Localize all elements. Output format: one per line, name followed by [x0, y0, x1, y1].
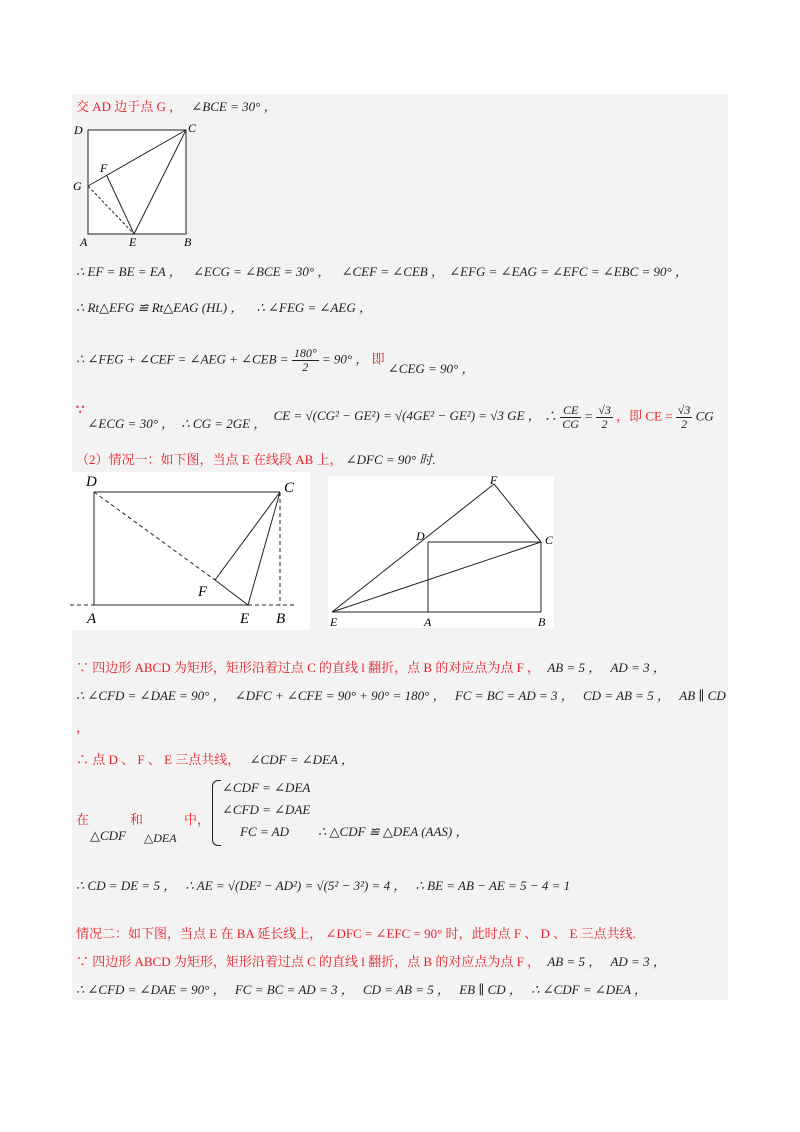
- line-15: [76, 982, 647, 998]
- fraction-numerator: √3: [598, 403, 611, 417]
- line-12: [76, 878, 570, 894]
- line-7: [76, 660, 666, 676]
- fraction-denominator: 2: [681, 417, 688, 431]
- line-12-a: ∴ CD = DE = 5 ，: [76, 878, 177, 893]
- line-15-d: EB ∥ CD ，: [459, 982, 522, 997]
- line-2-b: ∠ECG = ∠BCE = 30° ，: [192, 264, 331, 279]
- because-symbol: ∵: [76, 402, 85, 418]
- fraction-180-over-2: [292, 347, 319, 374]
- label-f: F: [100, 161, 108, 175]
- line-1: [76, 99, 277, 115]
- line-6-b: ∠DFC = 90° 时.: [345, 452, 436, 467]
- line-12-c: ∴ BE = AB − AE = 5 − 4 = 1: [415, 878, 571, 893]
- line-5-h: CG: [695, 408, 714, 424]
- line-11-zhong: 中，: [184, 812, 211, 827]
- line-4: [76, 346, 475, 377]
- label-b: B: [538, 615, 546, 628]
- figure-case-one: [70, 472, 310, 630]
- line-14: [76, 954, 666, 970]
- line-8-a: ∴ ∠CFD = ∠DAE = 90° ，: [76, 688, 226, 703]
- fraction-numerator: CE: [560, 404, 581, 418]
- label-d: D: [74, 123, 83, 137]
- line-8-d: CD = AB = 5 ，: [583, 688, 671, 703]
- label-a: A: [424, 615, 432, 628]
- line-10: [76, 752, 354, 768]
- line-15-e: ∴ ∠CDF = ∠DEA ，: [531, 982, 648, 997]
- line-4-a: ∴ ∠FEG + ∠CEF = ∠AEG + ∠CEB =: [76, 351, 289, 367]
- fraction-numerator: 180°: [293, 346, 317, 360]
- fraction-denominator: 2: [302, 360, 309, 374]
- line-4-c: 即: [371, 351, 385, 367]
- fraction-root3-over-2-b: [676, 404, 693, 431]
- line-11-tri1: △CDF: [90, 828, 126, 843]
- label-c: C: [284, 480, 295, 496]
- line-4-b: = 90° ，: [321, 351, 369, 367]
- label-b: B: [184, 235, 192, 249]
- label-a: A: [87, 611, 97, 627]
- line-3: [76, 300, 372, 316]
- label-d: D: [86, 474, 97, 490]
- line-8: [76, 688, 726, 704]
- line-15-a: ∴ ∠CFD = ∠DAE = 90° ，: [76, 982, 226, 997]
- line-13-b: ∠DFC = ∠EFC = 90° 时，此时点 F 、 D 、 E 三点共线.: [325, 926, 636, 941]
- line-3-a: ∴ Rt△EFG ≌ Rt△EAG (HL) ，: [76, 300, 244, 315]
- line-7-c: AD = 3 ，: [610, 660, 666, 675]
- system-brace: [212, 780, 221, 846]
- label-a: A: [80, 235, 88, 249]
- line-11-zai: 在: [76, 812, 90, 827]
- line-14-b: AB = 5 ，: [547, 954, 602, 969]
- fraction-ce-over-cg: [560, 404, 581, 431]
- line-10-a: ∴ 点 D 、 F 、 E 三点共线，: [76, 752, 241, 767]
- line-2-c: ∠CEF = ∠CEB ，: [341, 264, 444, 279]
- line-14-a: ∵ 四边形 ABCD 为矩形，矩形沿着过点 C 的直线 l 翻折，点 B 的对应点为点 F ，: [76, 954, 541, 969]
- label-f: F: [198, 584, 208, 600]
- line-14-c: AD = 3 ，: [610, 954, 666, 969]
- line-4-d: ∠CEG = 90° ，: [387, 361, 475, 377]
- line-15-c: CD = AB = 5 ，: [362, 982, 450, 997]
- fraction-denominator: 2: [601, 417, 608, 431]
- fraction-numerator: √3: [677, 403, 691, 417]
- line-8-c: FC = BC = AD = 3 ，: [454, 688, 574, 703]
- line-5-f: =: [584, 408, 593, 424]
- label-g: G: [73, 179, 82, 193]
- line-12-b: ∴ AE = √(DE² − AD²) = √(5² − 3²) = 4 ，: [185, 878, 407, 893]
- label-f: F: [490, 476, 498, 487]
- line-13-a: 情况二：如下图，当点 E 在 BA 延长线上，: [76, 926, 323, 941]
- line-2-a: ∴ EF = BE = EA ，: [76, 264, 182, 279]
- line-10-b: ∠CDF = ∠DEA ，: [249, 752, 354, 767]
- label-c: C: [188, 121, 197, 135]
- line-11-conclusion: ∴ △CDF ≌ △DEA (AAS) ，: [318, 824, 469, 839]
- label-d: D: [416, 529, 425, 543]
- line-8-b: ∠DFC + ∠CFE = 90° + 90° = 180° ，: [234, 688, 446, 703]
- line-5-g: ，即 CE =: [616, 408, 673, 424]
- label-c: C: [545, 533, 554, 547]
- line-5-b: ∠ECG = 30° ，: [87, 416, 175, 432]
- line-2: [76, 264, 688, 280]
- line-11-tri2: △DEA: [144, 831, 177, 845]
- line-5-c: ∴ CG = 2GE ，: [181, 416, 267, 432]
- fraction-root3-over-2: [596, 404, 613, 431]
- fraction-denominator: CG: [562, 417, 579, 431]
- system-line-2: ∠CFD = ∠DAE: [222, 802, 311, 817]
- line-3-b: ∴ ∠FEG = ∠AEG ，: [256, 300, 372, 315]
- line-6: [76, 452, 436, 468]
- line-1-text: 交 AD 边于点 G ，: [76, 99, 183, 114]
- line-1-formula: ∠BCE = 30° ，: [191, 99, 277, 114]
- system-line-3: FC = AD: [240, 824, 289, 839]
- line-11-he: 和: [130, 812, 144, 827]
- line-7-b: AB = 5 ，: [547, 660, 602, 675]
- figure-case-two: [328, 476, 554, 628]
- line-8-e: AB ∥ CD: [679, 688, 726, 703]
- line-5: [76, 404, 714, 431]
- label-e: E: [330, 615, 338, 628]
- figure-square-abcd: [70, 120, 210, 250]
- line-13: [76, 926, 636, 942]
- line-9-comma: ，: [76, 720, 90, 735]
- line-5-e: ∴: [544, 408, 558, 424]
- label-e: E: [240, 611, 250, 627]
- label-b: B: [276, 611, 286, 627]
- line-6-a: （2）情况一：如下图，当点 E 在线段 AB 上，: [76, 452, 343, 467]
- label-e: E: [129, 235, 137, 249]
- line-9: [76, 720, 89, 736]
- line-7-a: ∵ 四边形 ABCD 为矩形，矩形沿着过点 C 的直线 l 翻折，点 B 的对应点为点 F ，: [76, 660, 541, 675]
- line-5-d: CE = √(CG² − GE²) = √(4GE² − GE²) = √3 GE ，: [273, 408, 541, 424]
- line-2-d: ∠EFG = ∠EAG = ∠EFC = ∠EBC = 90° ，: [449, 264, 689, 279]
- system-line-1: ∠CDF = ∠DEA: [222, 780, 311, 795]
- line-15-b: FC = BC = AD = 3 ，: [234, 982, 354, 997]
